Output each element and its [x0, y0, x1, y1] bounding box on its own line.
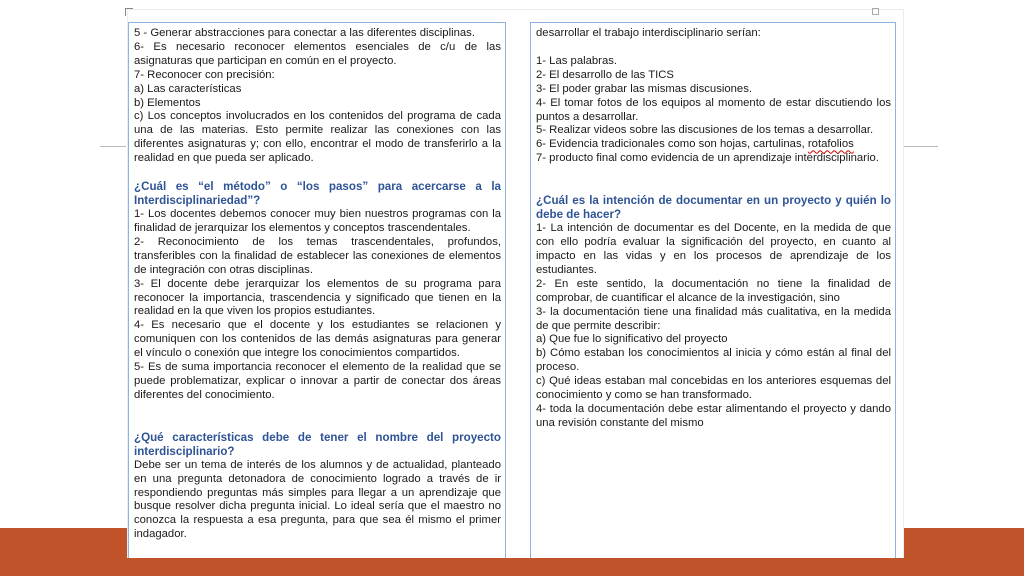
section-heading-project-name: ¿Qué características debe de tener el nombre del proyecto interdisciplinario?	[134, 430, 501, 458]
list-item: 1- Las palabras.	[536, 54, 618, 67]
text-paragraph: c) Los conceptos involucrados en los contenidos del programa de cada una de las materias. Esto permite realizar las conexiones con las diferentes asignaturas y; con ello, encontrar el modo de transferirlo a la realidad en que pueda ser aplicado.	[134, 110, 501, 165]
text-paragraph: 1- Los docentes debemos conocer muy bien nuestros programas con la finalidad de jerarquizar los elementos y conceptos trascendentales.	[134, 208, 501, 234]
list-item: 7- producto final como evidencia de un aprendizaje interdisciplinario.	[536, 152, 879, 165]
text-paragraph: 6- Es necesario reconocer elementos esenciales de c/u de las asignaturas que participan en común en el proyecto.	[134, 40, 501, 67]
section-heading-documentation: ¿Cuál es la intención de documentar en un proyecto y quién lo debe de hacer?	[536, 194, 891, 222]
document-page	[128, 10, 903, 558]
text-paragraph: Debe ser un tema de interés de los alumnos y de actualidad, planteado en una pregunta detonadora de conocimiento logrado a través de ir respondiendo preguntas más simples para llegar a un aprendizaje que busque resolver dicha pregunta inicial. Lo ideal sería que el maestro no conozca la respuesta a esa pregunta, para que sea él mismo el primer indagador.	[134, 458, 501, 541]
list-item: 5- Realizar videos sobre las discusiones de los temas a desarrollar.	[536, 124, 874, 137]
list-item-6	[536, 138, 891, 152]
text-paragraph: 7- Reconocer con precisión:	[134, 68, 275, 81]
list-item: c) Qué ideas estaban mal concebidas en los anteriores esquemas del conocimiento y como se han transformado.	[536, 375, 891, 402]
list-item: 4- toda la documentación debe estar alimentando el proyecto y dando una revisión constante del mismo	[536, 402, 891, 429]
section-heading-method: ¿Cuál es “el método” o “los pasos” para acercarse a la Interdisciplinariedad”?	[134, 180, 501, 208]
list-item: 2- El desarrollo de las TICS	[536, 68, 674, 81]
text-paragraph: 3- El docente debe jerarquizar los elementos de su programa para reconocer la importancia, trascendencia y significado que tienen en la realidad en la que viven los propios estudiantes.	[134, 277, 501, 318]
list-item-text: 6- Evidencia tradicionales como son hojas, cartulinas,	[536, 138, 808, 151]
crop-mark-icon	[872, 8, 879, 15]
list-item: 1- La intención de documentar es del Docente, en la medida de que con ello podría evaluar la significación del proyecto, en cuanto al impacto en las vidas y en los procesos de aprendizaje de los estudiantes.	[536, 222, 891, 276]
text-paragraph: a) Las características	[134, 82, 242, 95]
list-item: 4- El tomar fotos de los equipos al momento de estar discutiendo los puntos a desarrollar.	[536, 96, 891, 123]
spellcheck-word: rotafolios	[807, 138, 854, 151]
text-paragraph: desarrollar el trabajo interdisciplinario serían:	[536, 27, 761, 39]
right-column	[530, 22, 896, 558]
text-paragraph: 2- Reconocimiento de los temas trascendentales, profundos, transferibles con la finalidad de establecer las conexiones de elementos de integración con otras disciplinas.	[134, 235, 501, 276]
list-item: b) Cómo estaban los conocimientos al inicia y cómo están al final del proceso.	[536, 347, 891, 374]
list-item: 3- la documentación tiene una finalidad más cualitativa, en la medida de que permite describir:	[536, 305, 891, 332]
text-paragraph: 4- Es necesario que el docente y los estudiantes se relacionen y comuniquen con los contenidos de las demás asignaturas para generar el vínculo o conexión que integre los conocimientos compartidos.	[134, 319, 501, 360]
left-column	[128, 22, 506, 558]
list-item: a) Que fue lo significativo del proyecto	[536, 333, 728, 346]
text-paragraph: 5- Es de suma importancia reconocer el elemento de la realidad que se puede problematizar, explicar o innovar a partir de conectar dos áreas diferentes del conocimiento.	[134, 361, 501, 401]
list-item: 3- El poder grabar las mismas discusiones.	[536, 82, 752, 95]
text-paragraph: b) Elementos	[134, 96, 201, 109]
text-paragraph: 5 - Generar abstracciones para conectar a las diferentes disciplinas.	[134, 27, 475, 39]
slide-divider-right	[904, 146, 938, 147]
slide-divider-left	[100, 146, 126, 147]
list-item: 2- En este sentido, la documentación no tiene la finalidad de comprobar, de cuantificar el alcance de la investigación, sino	[536, 277, 891, 304]
crop-mark-icon	[125, 8, 133, 16]
